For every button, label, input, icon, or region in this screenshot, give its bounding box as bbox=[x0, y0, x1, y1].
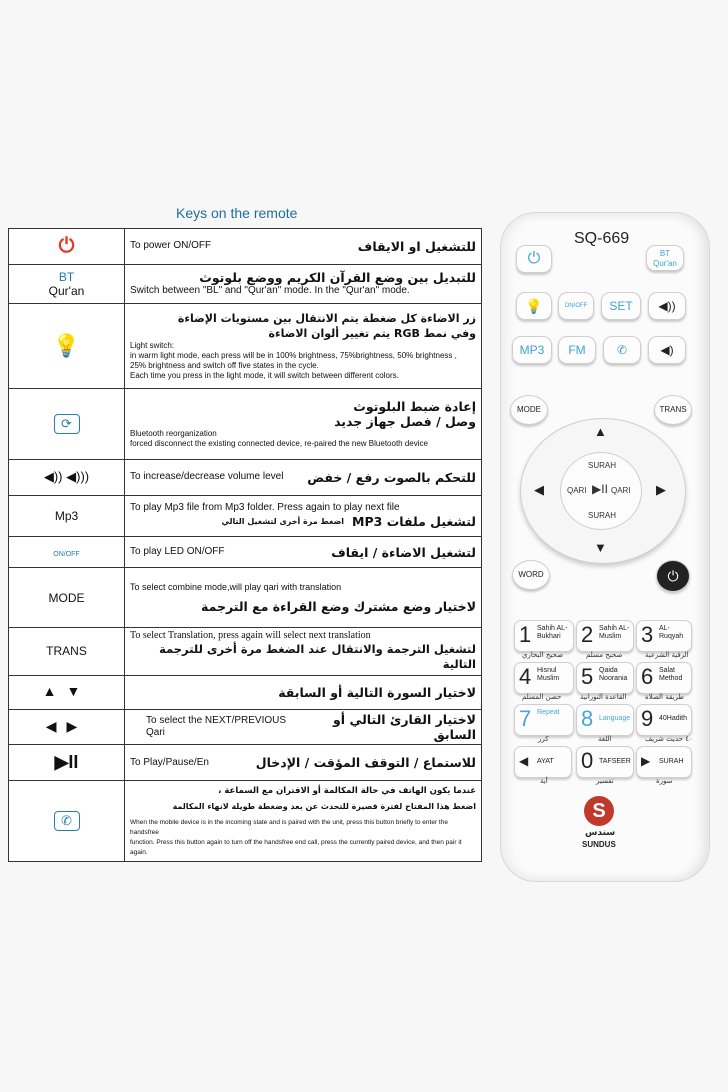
set-button[interactable] bbox=[601, 292, 641, 320]
key-ar-label: طريقة الصلاة bbox=[645, 693, 684, 701]
brand-name: SUNDUS bbox=[582, 840, 616, 849]
table-row bbox=[9, 568, 482, 627]
mode-button[interactable] bbox=[510, 395, 548, 425]
row-en: Bluetooth reorganization bbox=[130, 428, 217, 438]
row-en: To play Mp3 file from Mp3 folder. Press again to play next file bbox=[130, 502, 400, 514]
row-en: 25% brightness and switch off five states in the cycle. bbox=[130, 360, 319, 370]
row-ar: لتشغيل الترجمة والانتقال عند الضغط مرة أخرى للترجمة التالية bbox=[159, 642, 476, 672]
ayat-icon: ◀ bbox=[519, 754, 529, 768]
key-label: AL-Ruqyah bbox=[659, 625, 684, 640]
phone-power-button[interactable] bbox=[656, 560, 690, 592]
row-ar: لتشغيل الاضاءة / ايقاف bbox=[331, 544, 476, 560]
key-6[interactable] bbox=[636, 662, 692, 694]
phone-icon: ✆ bbox=[54, 811, 80, 831]
key-number: 1 bbox=[519, 622, 532, 647]
key-4[interactable] bbox=[514, 662, 574, 694]
bluetooth-reset-icon: ⟳ bbox=[54, 414, 80, 434]
row-ar: لاختيار السورة التالية أو السابقة bbox=[278, 684, 476, 700]
left-arrow-icon[interactable]: ◀ bbox=[534, 482, 544, 497]
table-row bbox=[9, 627, 482, 675]
sundus-logo: S bbox=[584, 796, 614, 826]
row-en: To select combine mode,will play qari with translation bbox=[130, 582, 342, 593]
row-ar: للتشغيل او الايقاف bbox=[357, 238, 476, 254]
led-label: ON/OFF bbox=[564, 303, 588, 309]
qari-key bbox=[9, 709, 125, 745]
light-bulb-icon: 💡 bbox=[525, 298, 543, 314]
key-number: 7 bbox=[519, 706, 532, 731]
key-label: Salat Method bbox=[659, 667, 683, 682]
model-label: SQ-669 bbox=[574, 230, 630, 247]
left-right-icon: ◀▶ bbox=[45, 717, 88, 734]
key-ar-label: صحيح البخاري bbox=[522, 651, 564, 659]
row-en: To play LED ON/OFF bbox=[130, 546, 225, 558]
mp3-button[interactable] bbox=[512, 336, 552, 364]
power-button[interactable] bbox=[516, 245, 552, 273]
row-desc bbox=[125, 675, 482, 709]
key-ar-label: تفسير bbox=[596, 777, 614, 785]
volume-down-button[interactable] bbox=[648, 336, 686, 364]
led-button[interactable] bbox=[558, 292, 594, 320]
row-desc bbox=[125, 781, 482, 862]
power-icon: ⏻ bbox=[58, 234, 75, 257]
play-key bbox=[9, 745, 125, 781]
key-number: 3 bbox=[641, 622, 654, 647]
bt-quran-key bbox=[9, 264, 125, 303]
row-desc bbox=[125, 264, 482, 303]
phone-button[interactable] bbox=[603, 336, 641, 364]
row-ar: للاستماع / التوقف المؤقت / الإدخال bbox=[255, 755, 476, 771]
down-arrow-icon[interactable]: ▼ bbox=[594, 540, 607, 555]
up-arrow-icon[interactable]: ▲ bbox=[594, 424, 607, 439]
phone-icon: ✆ bbox=[616, 343, 628, 357]
row-desc bbox=[125, 709, 482, 745]
key-ar-label: اللغة bbox=[598, 735, 612, 743]
trans-button[interactable] bbox=[654, 395, 692, 425]
key-5[interactable] bbox=[576, 662, 634, 694]
volume-down-icon: ◀) bbox=[660, 343, 674, 357]
key-label: Language bbox=[599, 715, 631, 722]
row-ar: عندما يكون الهاتف في حالة المكالمة أو الاقتران مع السماعة ، bbox=[218, 786, 476, 797]
row-en: Each time you press in the light mode, it will switch between different colors. bbox=[130, 370, 399, 380]
key-3[interactable] bbox=[636, 620, 692, 652]
phone-key bbox=[9, 781, 125, 862]
mp3-label: MP3 bbox=[519, 343, 545, 357]
row-desc bbox=[125, 745, 482, 781]
trans-label: TRANS bbox=[659, 405, 687, 414]
key-ar-label: القاعدة النورانية bbox=[580, 693, 627, 701]
row-en: To power ON/OFF bbox=[130, 240, 212, 252]
row-desc bbox=[125, 536, 482, 568]
row-ar: للتحكم بالصوت رفع / خفض bbox=[307, 469, 476, 485]
play-pause-icon: ▶II bbox=[54, 752, 79, 773]
table-row bbox=[9, 536, 482, 568]
table-row bbox=[9, 303, 482, 388]
key-1[interactable] bbox=[514, 620, 574, 652]
key-ar-label: الرقية الشرعية bbox=[645, 651, 689, 659]
key-0[interactable] bbox=[576, 746, 634, 778]
row-ar: وصل / فصل جهاز جديد bbox=[334, 413, 476, 429]
mode-label: MODE bbox=[517, 405, 541, 414]
row-ar: وفي نمط RGB يتم تغيير ألوان الاضاءة bbox=[268, 326, 476, 340]
key-number: 0 bbox=[581, 748, 594, 773]
light-bulb-icon: 💡 bbox=[52, 332, 81, 358]
qari-right-label: QARI bbox=[611, 486, 631, 495]
row-desc bbox=[125, 568, 482, 627]
volume-up-icon: ◀)) bbox=[658, 299, 676, 313]
table-row bbox=[9, 781, 482, 862]
surah-down-label: SURAH bbox=[588, 511, 617, 520]
fm-label: FM bbox=[568, 343, 586, 357]
row-ar: لتشغيل ملفات MP3 bbox=[352, 514, 476, 530]
row-ar: اضغط هذا المفتاح لفترة قصيرة للتحدث عن بعد وضغطة طويلة لانهاء المكالمة bbox=[172, 802, 476, 812]
quran-label: Qur'an bbox=[653, 259, 677, 268]
surah-icon: ▶ bbox=[641, 754, 651, 768]
key-ar-label: ٤٠ حديث شريف bbox=[645, 735, 693, 743]
row-desc bbox=[125, 388, 482, 460]
key-label: Qaida Noorania bbox=[599, 667, 628, 682]
volume-icon: ◀)) ◀))) bbox=[43, 469, 90, 485]
row-en: Light switch: bbox=[130, 340, 175, 350]
ayat-key[interactable] bbox=[514, 746, 572, 778]
row-en: function. Press this button again to turn off the handsfree end call, press the currently paired device, and then pair it again. bbox=[130, 839, 462, 857]
row-en: in warm light mode, each press will be in 100% brightness, 75%brightness, 50% brightness , bbox=[130, 350, 457, 360]
key-number: 9 bbox=[641, 706, 654, 731]
bt-label: BT bbox=[58, 269, 75, 284]
light-button[interactable] bbox=[516, 292, 552, 320]
power-icon: ⏻ bbox=[667, 568, 679, 584]
key-7[interactable] bbox=[514, 704, 574, 736]
power-key bbox=[9, 229, 125, 265]
key-number: 8 bbox=[581, 706, 594, 731]
qari-left-label: QARI bbox=[567, 486, 587, 495]
bt-quran-button[interactable] bbox=[646, 245, 684, 271]
key-label: SURAH bbox=[659, 758, 684, 765]
row-desc bbox=[125, 303, 482, 388]
mode-key: MODE bbox=[9, 568, 125, 627]
table-row bbox=[9, 709, 482, 745]
table-row bbox=[9, 675, 482, 709]
key-ar-label: كرر bbox=[538, 735, 549, 743]
key-ar-label: صحيح مسلم bbox=[586, 651, 623, 659]
brand-arabic: سندس bbox=[585, 828, 616, 838]
row-ar: لاختيار القارئ التالي أو السابق bbox=[333, 711, 476, 742]
row-ar: للتبديل بين وضع القرآن الكريم ووضع بلوتوث bbox=[199, 270, 476, 286]
set-label: SET bbox=[609, 299, 633, 313]
row-ar: إعادة ضبط البلوتوث bbox=[353, 398, 476, 414]
row-en: Switch between "BL" and "Qur'an" mode. In the "Qur'an" mode. bbox=[130, 285, 410, 297]
key-number: 6 bbox=[641, 664, 654, 689]
key-label: Sahih AL-Muslim bbox=[599, 625, 630, 640]
row-desc bbox=[125, 229, 482, 265]
key-label: Repeat bbox=[537, 709, 560, 716]
table-row bbox=[9, 229, 482, 265]
key-number: 2 bbox=[581, 622, 594, 647]
volume-up-button[interactable] bbox=[648, 292, 686, 320]
surah-up-label: SURAH bbox=[588, 461, 617, 470]
row-en: To select the NEXT/PREVIOUS Qari bbox=[146, 714, 287, 738]
key-number: 4 bbox=[519, 664, 532, 689]
led-onoff-icon: ON/OFF bbox=[53, 551, 80, 559]
surah-key[interactable] bbox=[636, 746, 692, 778]
bt-reset-key bbox=[9, 388, 125, 460]
power-icon: ⏻ bbox=[527, 250, 541, 267]
trans-key: TRANS bbox=[9, 627, 125, 675]
up-down-icon: ▲▼ bbox=[42, 683, 91, 700]
row-desc bbox=[125, 627, 482, 675]
row-desc bbox=[125, 495, 482, 536]
table-row bbox=[9, 460, 482, 496]
volume-key bbox=[9, 460, 125, 496]
fm-button[interactable] bbox=[558, 336, 596, 364]
row-ar: زر الاضاءة كل ضغطة يتم الانتقال بين مستويات الإضاءة bbox=[177, 311, 476, 325]
key-2[interactable] bbox=[576, 620, 634, 652]
quran-label: Qur'an bbox=[48, 283, 85, 298]
surah-key bbox=[9, 675, 125, 709]
row-en: To Play/Pause/En bbox=[130, 756, 209, 768]
table-row bbox=[9, 745, 482, 781]
key-9[interactable] bbox=[636, 704, 692, 736]
led-key bbox=[9, 536, 125, 568]
mp3-key: Mp3 bbox=[9, 495, 125, 536]
light-key bbox=[9, 303, 125, 388]
key-ar-label: آية bbox=[540, 777, 548, 785]
word-button[interactable] bbox=[512, 560, 550, 590]
row-en: When the mobile device is in the incoming state and is paired with the unit, press this button briefly to enter the handsfree bbox=[130, 819, 448, 837]
row-en: forced disconnect the existing connected device, re-paired the new Bluetooth device bbox=[130, 438, 428, 448]
bt-label: BT bbox=[659, 249, 671, 258]
table-row bbox=[9, 264, 482, 303]
row-desc bbox=[125, 460, 482, 496]
row-en: To increase/decrease volume level bbox=[130, 471, 284, 483]
row-ar: لاختيار وضع مشترك وضع القراءة مع الترجمة bbox=[201, 599, 476, 615]
right-arrow-icon[interactable]: ▶ bbox=[656, 482, 666, 497]
row-ar-small: اضغط مرة أخرى لتشغيل التالي bbox=[221, 517, 345, 527]
table-row bbox=[9, 388, 482, 460]
page-title: Keys on the remote bbox=[176, 205, 298, 221]
key-label: Sahih AL-Bukhari bbox=[537, 625, 568, 640]
key-number: 5 bbox=[581, 664, 594, 689]
word-label: WORD bbox=[518, 570, 544, 579]
table-row bbox=[9, 495, 482, 536]
key-label: TAFSEER bbox=[599, 758, 631, 765]
key-ar-label: سورة bbox=[656, 777, 673, 785]
key-8[interactable] bbox=[576, 704, 634, 736]
play-pause-icon: ▶II bbox=[592, 482, 608, 496]
key-label: 40Hadith bbox=[659, 715, 688, 722]
key-ar-label: حصن المسلم bbox=[522, 693, 562, 701]
keys-table bbox=[8, 228, 482, 862]
key-label: Hisnul Muslim bbox=[537, 667, 560, 682]
row-en: To select Translation, press again will select next translation bbox=[130, 630, 371, 642]
key-label: AYAT bbox=[537, 758, 554, 765]
